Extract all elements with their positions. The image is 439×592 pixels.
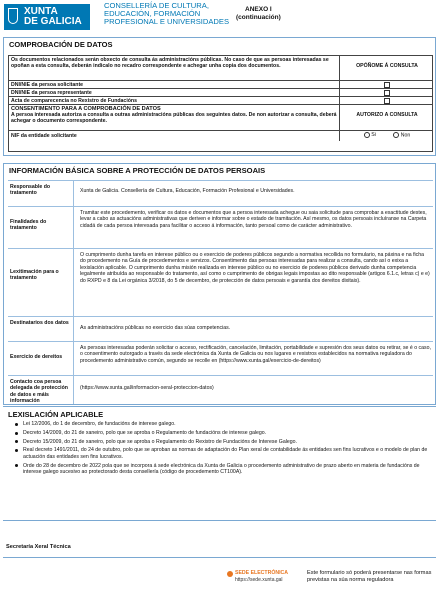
opon-checkbox-1[interactable] <box>384 82 390 88</box>
logo-line-1: XUNTA <box>24 6 58 17</box>
conselleria-line-3: PROFESIONAL E UNIVERSIDADES <box>104 17 230 27</box>
opon-cell <box>339 89 434 96</box>
info-label: Contacto coa persoa delegada de protección de datos e máis información <box>8 376 74 404</box>
list-item: Decreto 15/2009, do 21 de xaneiro, polo que se aproba o Regulamento do Rexistro de Fundacións de Interese Galego. <box>15 439 436 445</box>
info-value: (https://www.xunta.gal/informacion-xeral-proteccion-datos) <box>80 385 214 391</box>
info-label: Destinatarios dos datos <box>8 317 74 341</box>
divider <box>3 520 436 521</box>
list-item: Decreto 14/2009, do 21 de xaneiro, polo que se aproba o Regulamento de fundacións de interese galego. <box>15 430 436 436</box>
comprobacion-section <box>3 37 436 156</box>
consent-block <box>9 105 339 130</box>
opon-cell <box>339 97 434 104</box>
sede-url[interactable]: https://sede.xunta.gal <box>235 577 283 583</box>
info-value: O cumprimento dunha tarefa en interese público ou o exercicio de poderes públicos segundo a normativa recollida no formulario, na páxina e na ficha do procedemento na Guía de procedementos e servizos. Consentimento das persoas interesadas para realizar a consulta, cando así o exixa a lexislación aplicable. O cumprimento dunha misión realizada en interese público ou no exercicio de poderes públicos derivado dunha competencia legalmente atribuída ao responsable do tratamento, así como o cumprimento de obrigas legais impostas ao dito responsable (artigos 6.1.c, letras c) e e) do RXPD e 8 da Lei orgánica 3/2018, do 5 de decembro, de protección de datos persoais e garantía dos dereitos dixitais). <box>80 252 430 284</box>
info-label: Exercicio de dereitos <box>8 342 74 375</box>
radio-si-label: Si <box>371 132 376 139</box>
row-acta: Acta de comparecencia no Rexistro de Fundacións <box>11 98 137 104</box>
table-row <box>9 89 432 97</box>
lexislacion-list <box>3 421 436 475</box>
info-row-contacto <box>8 375 433 404</box>
comprobacion-table <box>8 55 433 152</box>
secretaria-label: Secretaría Xeral Técnica <box>6 544 71 550</box>
xunta-logo <box>4 4 90 30</box>
row-dni-representante: DNI/NIE da persoa representante <box>11 90 92 96</box>
autorizo-header: AUTORIZO A CONSULTA <box>339 105 434 130</box>
page-footer <box>227 569 437 589</box>
info-row-finalidades <box>8 206 433 248</box>
lexislacion-title: LEXISLACIÓN APLICABLE <box>8 410 104 419</box>
page-header <box>0 0 439 34</box>
sede-label: SEDE ELECTRÓNICA <box>235 570 289 576</box>
opon-header: OPÓÑOME Á CONSULTA <box>339 56 434 80</box>
anexo-label <box>236 6 281 22</box>
shield-icon <box>8 8 18 24</box>
info-value: As administracións públicas no exercicio das súas competencias. <box>80 325 231 331</box>
radio-si[interactable] <box>364 132 370 138</box>
info-row-lexitimacion <box>8 248 433 316</box>
list-item: Lei 12/2006, do 1 de decembro, de fundacións de interese galego. <box>15 421 436 427</box>
info-section <box>3 163 436 405</box>
comprobacion-intro: Os documentos relacionados serán obxecto de consulta ás administracións públicas. No caso de que as persoas interesadas se opoñan a esta consulta, deberán indicalo no recadro correspondente e achegar unha copia dos documentos. <box>11 57 329 70</box>
row-dni-solicitante: DNI/NIE da persoa solicitante <box>11 82 84 88</box>
anexo-continuacion: (continuación) <box>236 14 281 21</box>
footer-note: Este formulario só poderá presentarse nas formas previstas na súa norma reguladora <box>307 570 432 583</box>
info-value: Tramitar este procedemento, verificar os datos e documentos que a persoa interesada achegue ou saia solicitude para comprobar a exactitude destes, levar a cabo as actuacións administrativas que deriven e informar sobre o estado de tramitación. Así mesmo, os datos persoais incluíranse na Carpeta cidadá de cada persoa interesada para facilitar o acceso á información, tanto persoal como de carácter administrativo. <box>80 210 427 229</box>
opon-checkbox-3[interactable] <box>384 98 390 104</box>
consent-title: CONSENTIMENTO PARA A COMPROBACIÓN DE DATOS <box>11 106 161 112</box>
info-title: INFORMACIÓN BÁSICA SOBRE A PROTECCIÓN DE DATOS PERSOAIS <box>9 166 266 175</box>
conselleria-name <box>104 2 229 27</box>
logo-text <box>24 7 82 27</box>
table-row <box>9 56 432 81</box>
info-value: As persoas interesadas poderán solicitar o acceso, rectificación, cancelación, limitación, portabilidade e supresión dos seus datos ou retirar, se é o caso, o consentimento outorgado a través da sede electrónica da Xunta de Galicia ou nos lugares e rexistros establecidos na normativa reguladora do procedemento administrativo común, segundo se recolle en (https://www.xunta.gal/exercicio-de-dereitos) <box>80 345 431 364</box>
nif-label: NIF da entidade solicitante <box>11 133 77 139</box>
comprobacion-title: COMPROBACIÓN DE DATOS <box>9 40 113 49</box>
radio-non[interactable] <box>393 132 399 138</box>
table-row <box>9 131 432 141</box>
table-row <box>9 97 432 105</box>
divider <box>3 557 436 558</box>
list-item: Real decreto 1491/2011, do 24 de outubro, polo que se aproban as normas de adaptación do Plan xeral de contabilidade ás entidades sen fins lucrativos e o modelo de plan de actuación das entidades sen fins lucrativos. <box>15 447 436 460</box>
sede-icon <box>227 571 233 577</box>
lexislacion-section <box>3 406 436 514</box>
info-row-dereitos <box>8 341 433 375</box>
table-row <box>9 105 432 131</box>
info-label: Lexitimación para o tratamento <box>8 249 74 316</box>
conselleria-line-2: EDUCACIÓN, FORMACIÓN <box>104 9 201 19</box>
info-row-destinatarios <box>8 316 433 341</box>
consent-text: A persoa interesada autoriza a consulta a outras administracións públicas dos seguintes datos. De non autorizar a consulta, deberá achegar o documento correspondente. <box>11 112 337 125</box>
opon-checkbox-2[interactable] <box>384 90 390 96</box>
info-row-responsable <box>8 180 433 206</box>
anexo-title: ANEXO I <box>245 6 272 13</box>
info-label: Finalidades do tratamento <box>8 207 74 248</box>
autorizo-cell <box>339 131 434 141</box>
info-label: Responsable do tratamento <box>8 181 74 206</box>
opon-cell <box>339 81 434 88</box>
logo-line-2: DE GALICIA <box>24 16 82 27</box>
info-value: Xunta de Galicia. Consellería de Cultura, Educación, Formación Profesional e Universidades. <box>80 188 295 194</box>
table-row <box>9 81 432 89</box>
conselleria-line-1: CONSELLERÍA DE CULTURA, <box>104 1 209 10</box>
radio-non-label: Non <box>400 132 411 139</box>
list-item: Orde do 28 de decembro de 2022 pola que se incorpora á sede electrónica da Xunta de Galicia o procedemento administrativo de prazo aberto en materia de fundacións de interese galego sucesivo ao protectorado desta consellería (código de procedemento CT100A). <box>15 463 436 476</box>
